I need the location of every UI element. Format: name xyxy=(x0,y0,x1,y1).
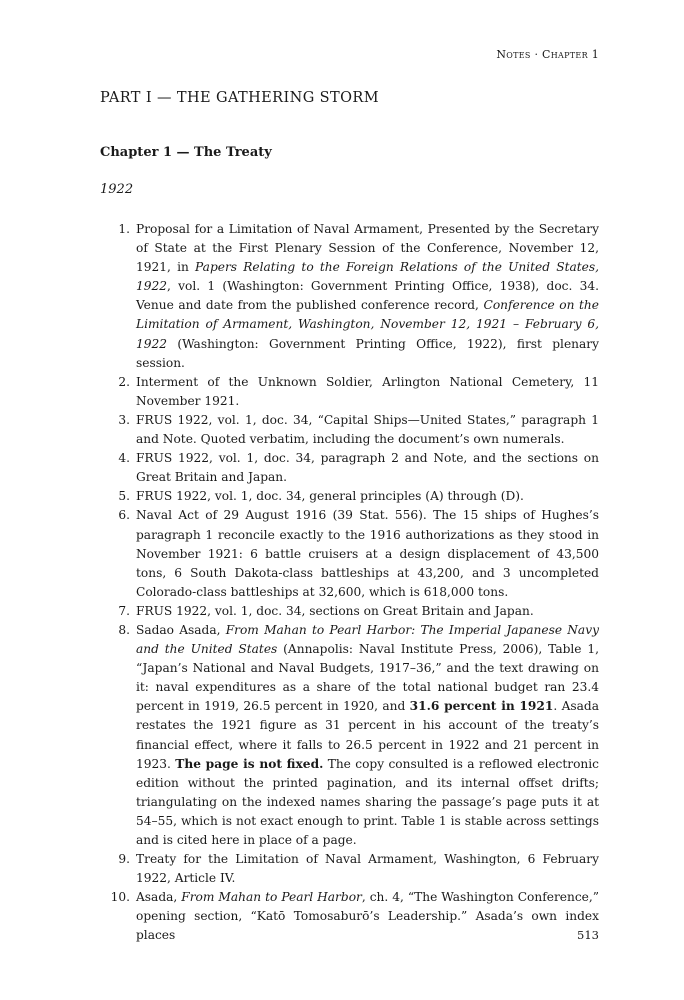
endnote xyxy=(100,220,599,373)
endnote-number: 8. xyxy=(118,622,130,637)
endnote-number: 10. xyxy=(110,890,130,905)
note-text: The copy consulted is a reflowed electronic edition without the printed pagination, and its internal offset drifts; triangulating on the indexed names sharing the passage’s page puts it at 54–55, which is not exact enough to print. Table 1 is stable across settings and is cited here in place of a page. xyxy=(136,756,600,847)
note-text: FRUS 1922, vol. 1, doc. 34, paragraph 2 and Note, and the sections on Great Britain and Japan. xyxy=(136,451,599,485)
running-head: Notes · Chapter 1 xyxy=(496,48,599,61)
endnote-number: 5. xyxy=(118,489,130,504)
note-text: Interment of the Unknown Soldier, Arlington National Cemetery, 11 November 1921. xyxy=(136,374,599,408)
endnotes-list xyxy=(100,220,599,946)
bold-emphasis: 31.6 percent in 1921 xyxy=(409,699,554,714)
note-text: Proposal for a Limitation of Naval Armament, Presented by the Secretary of State at the First Plenary Session of the Conference, November 12, 1921, in xyxy=(136,222,599,275)
endnote xyxy=(100,506,599,601)
endnote-number: 7. xyxy=(118,603,130,618)
endnote xyxy=(100,487,599,506)
note-text: , ch. 4, “The Washington Conference,” opening section, “Katō Tomosaburō’s Leadership.” Asada’s own index places xyxy=(136,890,599,943)
endnote-number: 6. xyxy=(118,508,130,523)
year-heading: 1922 xyxy=(100,182,134,197)
endnote-number: 1. xyxy=(118,222,130,236)
italic-title: From Mahan to Pearl Harbor: The Imperial Japanese Navy and the United States xyxy=(136,622,599,657)
endnote xyxy=(100,373,599,411)
italic-title: Papers Relating to the Foreign Relations of the United States, 1922 xyxy=(136,260,599,294)
endnote xyxy=(100,888,599,945)
endnote-number: 2. xyxy=(118,374,130,389)
note-text: Asada, xyxy=(136,890,182,905)
note-text: FRUS 1922, vol. 1, doc. 34, general principles (A) through (D). xyxy=(136,489,524,504)
italic-title: Conference on the Limitation of Armament, Washington, November 12, 1921 – February 6, 1922 xyxy=(136,298,599,351)
note-text: , vol. 1 (Washington: Government Printing Office, 1938), doc. 34. Venue and date from the published conference record, xyxy=(136,279,599,313)
note-text: Sadao Asada, xyxy=(136,622,226,637)
page-number: 513 xyxy=(577,928,599,942)
note-text: . Asada restates the 1921 figure as 31 percent in his account of the treaty’s financial effect, where it falls to 26.5 percent in 1922 and 21 percent in 1923. xyxy=(136,699,600,771)
bold-emphasis: The page is not fixed. xyxy=(175,756,324,771)
endnote-number: 4. xyxy=(118,451,130,466)
endnote xyxy=(100,449,599,487)
note-text: (Washington: Government Printing Office, 1922), first plenary session. xyxy=(136,336,599,370)
italic-title: From Mahan to Pearl Harbor xyxy=(181,890,362,905)
endnote xyxy=(100,602,599,621)
endnote xyxy=(100,411,599,449)
note-text: Naval Act of 29 August 1916 (39 Stat. 556). The 15 ships of Hughes’s paragraph 1 reconcile exactly to the 1916 authorizations as they stood in November 1921: 6 battle cruisers at a design displacement of 43,500 tons, 6 South Dakota-class battleships at 43,200, and 3 uncompleted Colorado-class battleships at 32,600, which is 618,000 tons. xyxy=(136,508,599,599)
note-text: FRUS 1922, vol. 1, doc. 34, sections on Great Britain and Japan. xyxy=(136,603,534,618)
endnote xyxy=(100,850,599,888)
endnote xyxy=(100,621,599,850)
endnote-number: 9. xyxy=(118,852,130,867)
note-text: Treaty for the Limitation of Naval Armament, Washington, 6 February 1922, Article IV. xyxy=(136,852,599,886)
part-title: PART I — THE GATHERING STORM xyxy=(100,90,379,106)
note-text: (Annapolis: Naval Institute Press, 2006), Table 1, “Japan’s National and Naval Budgets, 1917–36,” and the text drawing on it: naval expenditures as a share of the total national budget ran 23.4 percent in 1919, 26.5 percent in 1920, and xyxy=(136,642,599,714)
endnote-number: 3. xyxy=(118,412,130,427)
chapter-title: Chapter 1 — The Treaty xyxy=(100,145,272,160)
note-text: FRUS 1922, vol. 1, doc. 34, “Capital Ships—United States,” paragraph 1 and Note. Quoted verbatim, including the document’s own numerals. xyxy=(136,412,599,447)
